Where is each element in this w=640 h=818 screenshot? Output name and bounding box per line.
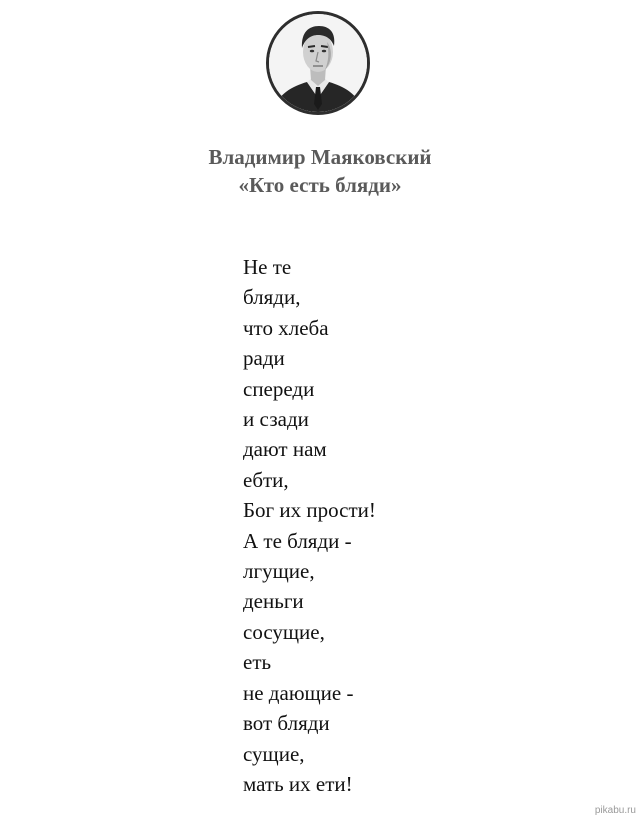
site-watermark: pikabu.ru xyxy=(594,805,636,816)
poem-line: деньги xyxy=(243,589,304,614)
author-portrait-icon xyxy=(269,14,367,112)
poem-line: и сзади xyxy=(243,407,309,432)
poem-line: бляди, xyxy=(243,285,301,310)
poem-line: Бог их прости! xyxy=(243,498,376,523)
poem-line: еть xyxy=(243,650,272,675)
poem-line: не дающие - xyxy=(243,680,354,705)
poem-line: сущие, xyxy=(243,741,305,766)
poem-line: А те бляди - xyxy=(243,528,352,553)
poem-line: Не те xyxy=(243,255,292,279)
author-name: Владимир Маяковский xyxy=(208,145,432,169)
poem-line: спереди xyxy=(243,376,315,401)
poem-line: что хлеба xyxy=(243,315,329,340)
poem-line: ебти, xyxy=(243,467,289,492)
poem-line: сосущие, xyxy=(243,619,325,644)
poem-title: «Кто есть бляди» xyxy=(238,173,402,197)
poem-line: ради xyxy=(243,346,285,371)
poem-line: лгущие, xyxy=(243,559,315,584)
poem-text xyxy=(243,252,376,799)
poem-line: дают нам xyxy=(243,437,327,462)
poem-line: вот бляди xyxy=(243,711,330,736)
poem-line: мать их ети! xyxy=(243,771,353,796)
author-portrait xyxy=(266,11,370,115)
